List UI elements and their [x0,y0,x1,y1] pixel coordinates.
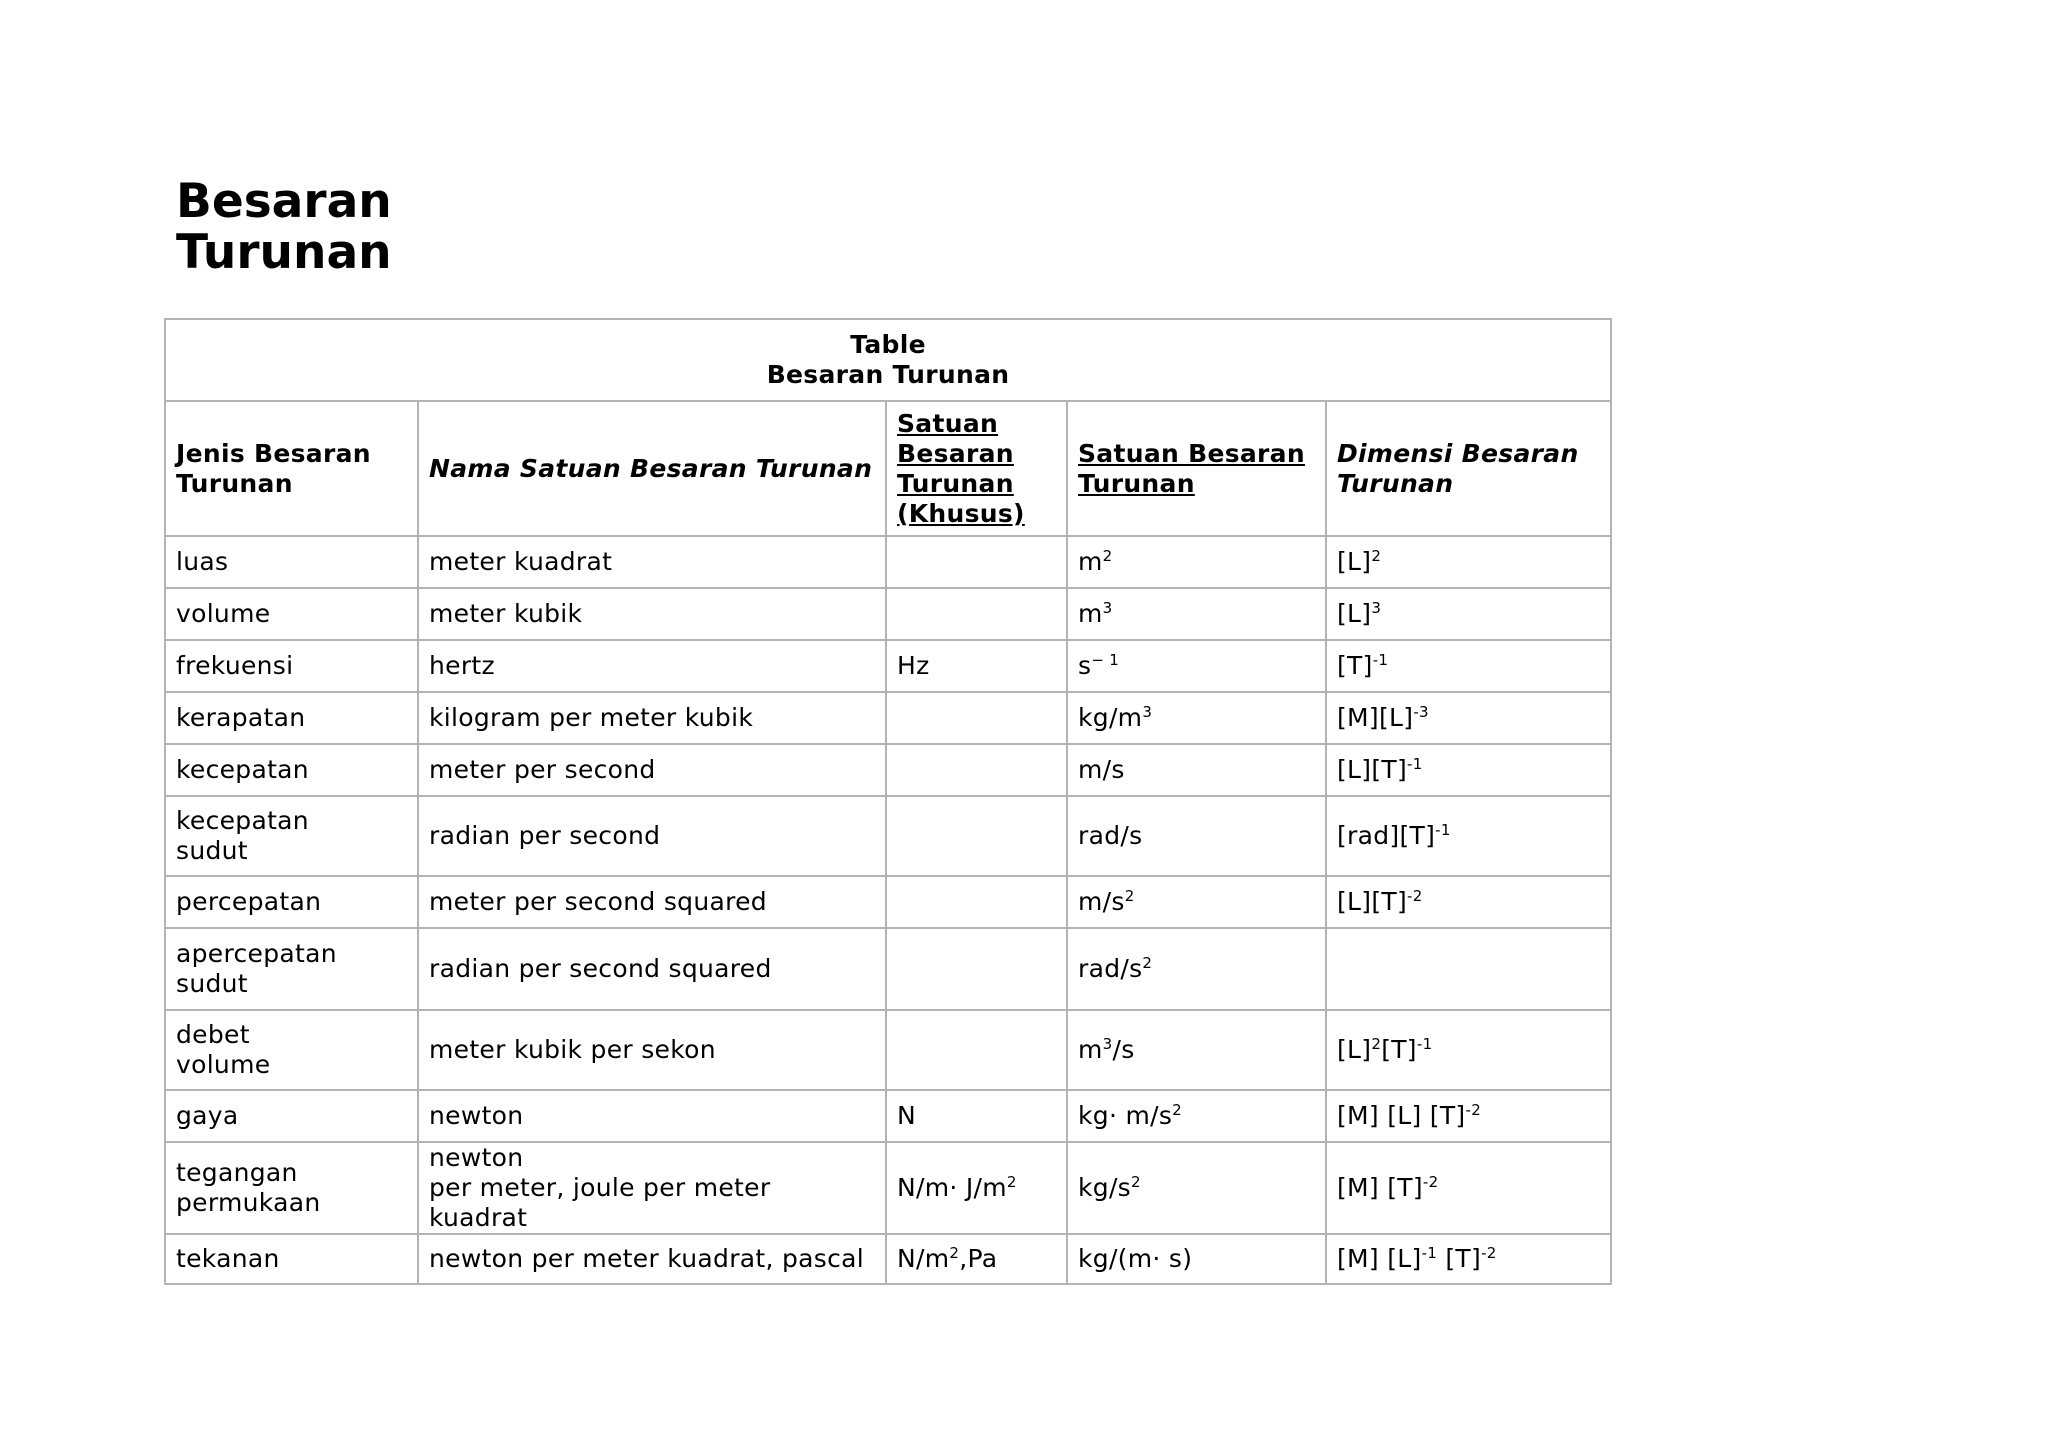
header-dimensi: Dimensi Besaran Turunan [1326,401,1611,536]
cell-nama: meter kuadrat [418,536,886,588]
cell-jenis: kecepatan sudut [165,796,418,876]
cell-dimensi: $[L][T]^{-2}$ [1326,876,1611,928]
cell-dimensi: $[L]^2$ [1326,536,1611,588]
header-nama: Nama Satuan Besaran Turunan [418,401,886,536]
header-satuan: Satuan Besaran Turunan [1067,401,1326,536]
cell-nama: meter per second squared [418,876,886,928]
cell-nama: kilogram per meter kubik [418,692,886,744]
cell-nama: radian per second [418,796,886,876]
table-row [165,928,1611,1010]
cell-satuan: kg/(m· s) [1067,1234,1326,1284]
cell-dimensi [1326,928,1611,1010]
cell-dimensi: [M] [L] $[T]^{-2}$ [1326,1090,1611,1142]
cell-khusus: $N/m\cdot J/m^2$ [886,1142,1067,1234]
cell-dimensi: $[T]^{-1}$ [1326,640,1611,692]
table-row [165,692,1611,744]
cell-satuan: rad/s [1067,796,1326,876]
cell-khusus [886,588,1067,640]
cell-dimensi: [M] $[T]^{-2}$ [1326,1142,1611,1234]
cell-nama: newton per meter, joule per meter kuadrat [418,1142,886,1234]
cell-nama: newton per meter kuadrat, pascal [418,1234,886,1284]
cell-satuan: $kg\cdot m/s^2$ [1067,1090,1326,1142]
cell-jenis: gaya [165,1090,418,1142]
cell-khusus [886,796,1067,876]
cell-dimensi: $[M][L]^{-3}$ [1326,692,1611,744]
cell-dimensi: $[L]^2[T]^{-1}$ [1326,1010,1611,1090]
table-row [165,744,1611,796]
table-row [165,1090,1611,1142]
cell-satuan: $m^3/s$ [1067,1010,1326,1090]
cell-jenis: volume [165,588,418,640]
table-row [165,588,1611,640]
cell-khusus [886,744,1067,796]
page-title-line-1: Besaran [176,174,392,229]
cell-dimensi: $[L]^3$ [1326,588,1611,640]
cell-dimensi: $[rad][T]^{-1}$ [1326,796,1611,876]
besaran-turunan-table [164,318,1612,1285]
cell-satuan: $m/s^2$ [1067,876,1326,928]
cell-khusus: Hz [886,640,1067,692]
table-row [165,1142,1611,1234]
cell-khusus: N [886,1090,1067,1142]
table-row [165,876,1611,928]
table-row [165,1234,1611,1284]
cell-satuan: $s^{- 1}$ [1067,640,1326,692]
cell-nama: meter kubik [418,588,886,640]
cell-satuan: m/s [1067,744,1326,796]
cell-khusus [886,536,1067,588]
cell-nama: newton [418,1090,886,1142]
cell-nama: radian per second squared [418,928,886,1010]
cell-nama: meter kubik per sekon [418,1010,886,1090]
cell-jenis: tekanan [165,1234,418,1284]
cell-khusus [886,928,1067,1010]
cell-jenis: frekuensi [165,640,418,692]
cell-jenis: tegangan permukaan [165,1142,418,1234]
cell-jenis: debet volume [165,1010,418,1090]
table-row [165,536,1611,588]
page-title-line-2: Turunan [176,225,392,280]
cell-jenis: percepatan [165,876,418,928]
table-caption [165,319,1611,401]
cell-dimensi: [M] $[L]^{-1}$ $[T]^{-2}$ [1326,1234,1611,1284]
page-title [176,176,392,278]
cell-jenis: kerapatan [165,692,418,744]
cell-jenis: apercepatan sudut [165,928,418,1010]
table-row [165,796,1611,876]
cell-nama: hertz [418,640,886,692]
cell-nama: meter per second [418,744,886,796]
table-row [165,1010,1611,1090]
cell-jenis: luas [165,536,418,588]
header-khusus: Satuan Besaran Turunan (Khusus) [886,401,1067,536]
cell-satuan: $m^2$ [1067,536,1326,588]
cell-khusus [886,692,1067,744]
table-header-row [165,401,1611,536]
table-caption-line-1: Table [850,330,926,359]
cell-jenis: kecepatan [165,744,418,796]
cell-khusus [886,876,1067,928]
cell-satuan: $kg/m^3$ [1067,692,1326,744]
cell-satuan: $kg/s^2$ [1067,1142,1326,1234]
cell-satuan: rad/$s^2$ [1067,928,1326,1010]
table-row [165,640,1611,692]
cell-khusus: $N/m^2,Pa$ [886,1234,1067,1284]
header-jenis: Jenis Besaran Turunan [165,401,418,536]
cell-khusus [886,1010,1067,1090]
cell-satuan: $m^3$ [1067,588,1326,640]
table-caption-line-2: Besaran Turunan [766,360,1010,389]
cell-dimensi: $[L][T]^{-1}$ [1326,744,1611,796]
table-caption-row [165,319,1611,401]
